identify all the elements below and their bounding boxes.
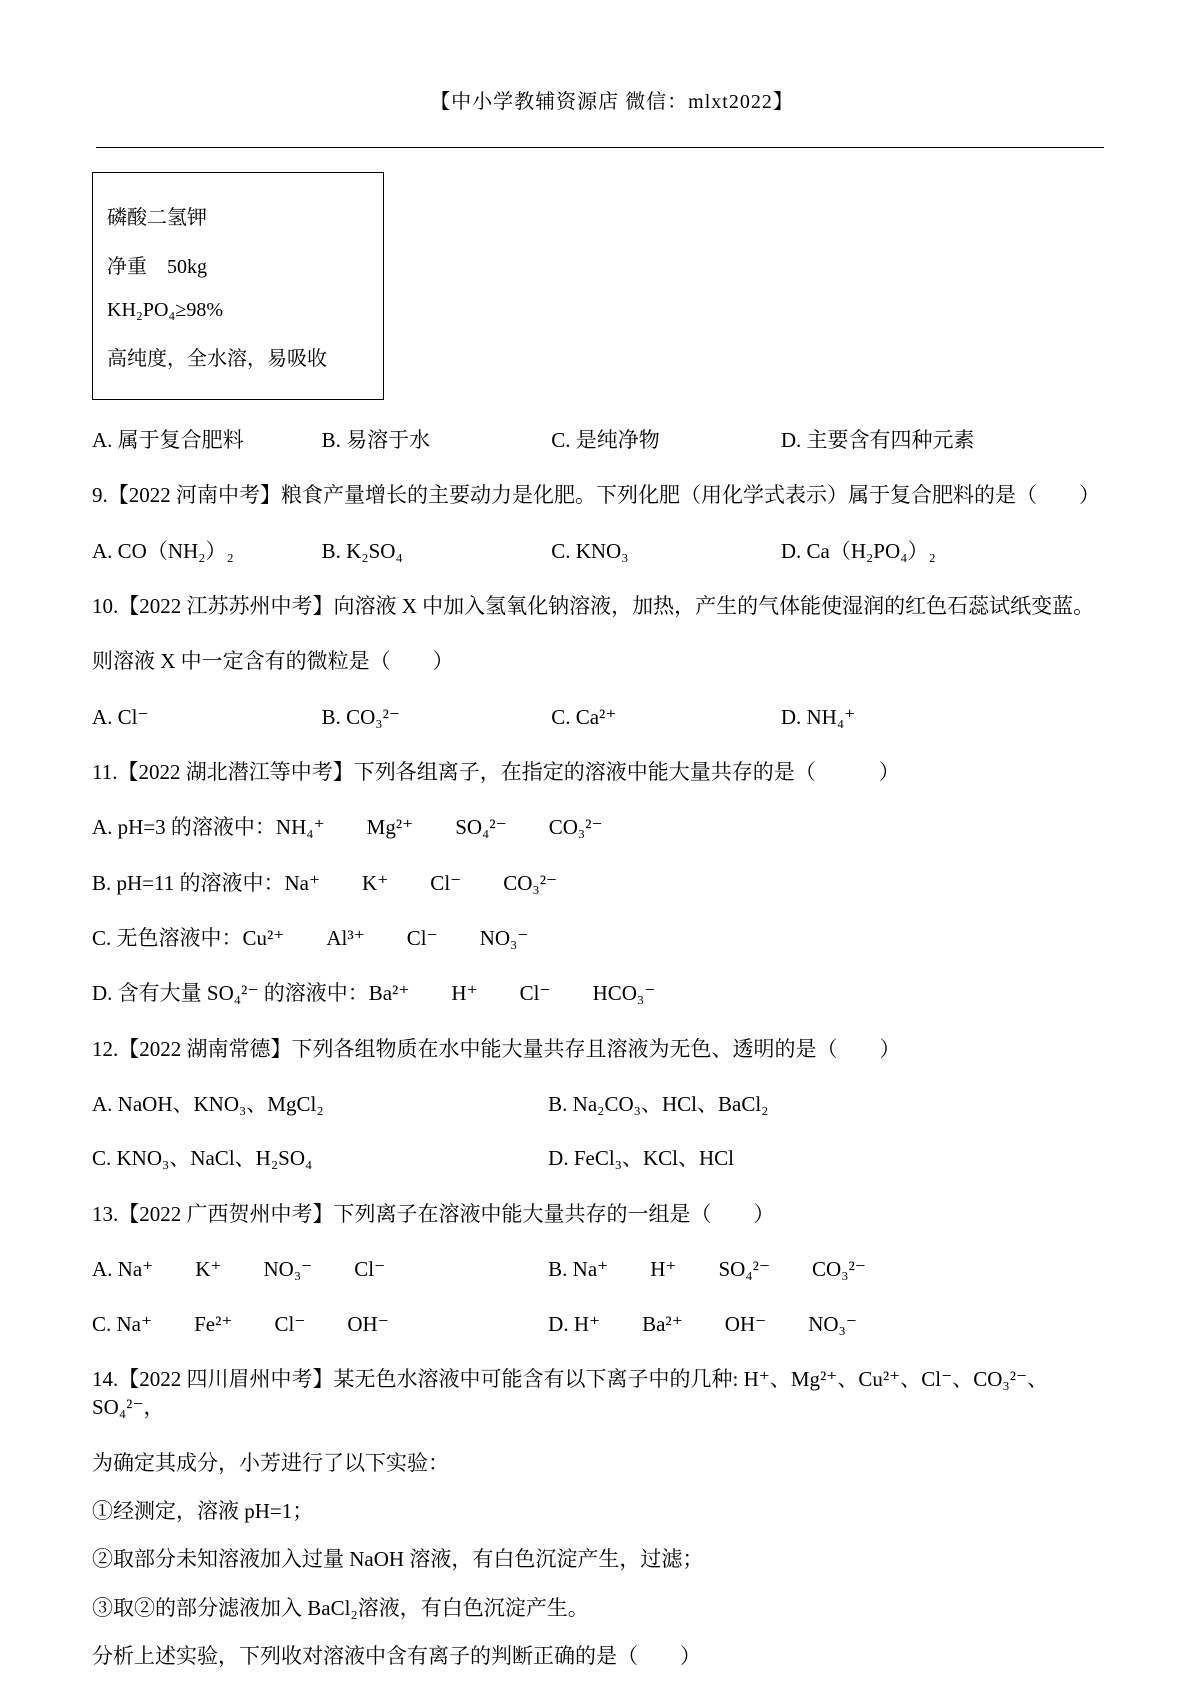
fertilizer-name: 磷酸二氢钾 (107, 207, 207, 229)
header-shop-label: 【中小学教辅资源店 微信：mlxt2022】 (430, 91, 794, 113)
q14-step-2: ②取部分未知溶液加入过量 NaOH 溶液，有白色沉淀产生，过滤； (92, 1547, 704, 1572)
q9-option-b: B. K₂SO₄ (321, 538, 403, 563)
page-header (96, 62, 1104, 148)
fertilizer-formula-purity: KH₂PO₄≥98% (107, 299, 224, 321)
fertilizer-description: 高纯度，全水溶，易吸收 (107, 348, 327, 370)
q13-option-a: A. Na⁺ K⁺ NO₃⁻ Cl⁻ (92, 1257, 386, 1282)
q13-option-c: C. Na⁺ Fe²⁺ Cl⁻ OH⁻ (92, 1311, 389, 1336)
fertilizer-net-weight: 净重 50kg (107, 256, 207, 278)
q14-footer: 分析上述实验，下列收对溶液中含有离子的判断正确的是（ ） (92, 1643, 701, 1668)
q13-option-b: B. Na⁺ H⁺ SO₄²⁻ CO₃²⁻ (548, 1257, 866, 1282)
q12-option-a: A. NaOH、KNO₃、MgCl₂ (92, 1092, 324, 1117)
q14-step-3: ③取②的部分滤液加入 BaCl₂溶液，有白色沉淀产生。 (92, 1595, 589, 1620)
question-12-options-row1 (92, 1090, 1108, 1118)
q8-option-d: D. 主要含有四种元素 (780, 428, 975, 452)
question-10-options (92, 703, 1108, 731)
q14-step-1: ①经测定，溶液 pH=1； (92, 1498, 314, 1523)
question-11-stem: 11.【2022 湖北潜江等中考】下列各组离子，在指定的溶液中能大量共存的是（ ） (92, 760, 900, 785)
fertilizer-label-box (92, 172, 384, 400)
q12-option-d: D. FeCl₃、KCl、HCl (548, 1146, 735, 1171)
q11-option-d: D. 含有大量 SO₄²⁻ 的溶液中：Ba²⁺ H⁺ Cl⁻ HCO₃⁻ (92, 981, 656, 1006)
q9-option-c: C. KNO₃ (551, 538, 629, 563)
q11-option-c: C. 无色溶液中：Cu²⁺ Al³⁺ Cl⁻ NO₃⁻ (92, 926, 529, 951)
q11-option-a: A. pH=3 的溶液中：NH₄⁺ Mg²⁺ SO₄²⁻ CO₃²⁻ (92, 815, 603, 840)
q10-option-d: D. NH₄⁺ (780, 704, 856, 729)
question-9-options (92, 537, 1108, 565)
q12-option-b: B. Na₂CO₃、HCl、BaCl₂ (548, 1092, 769, 1117)
q8-option-b: B. 易溶于水 (321, 428, 431, 452)
question-12-options-row2 (92, 1144, 1108, 1172)
question-10-stem-line1: 10.【2022 江苏苏州中考】向溶液 X 中加入氢氧化钠溶液，加热，产生的气体能使湿润的红色石蕊试纸变蓝。 (92, 594, 1095, 619)
question-10-stem-line2: 则溶液 X 中一定含有的微粒是（ ） (92, 649, 454, 674)
q11-option-b: B. pH=11 的溶液中：Na⁺ K⁺ Cl⁻ CO₃²⁻ (92, 870, 558, 895)
q10-option-a: A. Cl⁻ (92, 704, 149, 729)
question-12-stem: 12.【2022 湖南常德】下列各组物质在水中能大量共存且溶液为无色、透明的是（ ） (92, 1036, 901, 1061)
question-13-options-row2 (92, 1310, 1108, 1338)
question-14-stem-line1: 14.【2022 四川眉州中考】某无色水溶液中可能含有以下离子中的几种: H⁺、Mg²⁺、Cu²⁺、Cl⁻、CO₃²⁻、SO₄²⁻， (92, 1366, 1049, 1420)
q8-option-a: A. 属于复合肥料 (92, 428, 244, 452)
q12-option-c: C. KNO₃、NaCl、H₂SO₄ (92, 1146, 313, 1171)
q13-option-d: D. H⁺ Ba²⁺ OH⁻ NO₃⁻ (548, 1311, 857, 1336)
question-13-stem: 13.【2022 广西贺州中考】下列离子在溶液中能大量共存的一组是（ ） (92, 1201, 775, 1226)
question-9-stem: 9.【2022 河南中考】粮食产量增长的主要动力是化肥。下列化肥（用化学式表示）属于复合肥料的是（ ） (92, 483, 1100, 508)
q9-option-d: D. Ca（H₂PO₄）₂ (780, 538, 936, 563)
q10-option-b: B. CO₃²⁻ (321, 704, 400, 729)
q8-option-c: C. 是纯净物 (551, 428, 660, 452)
question-8-options (92, 426, 1108, 454)
q10-option-c: C. Ca²⁺ (551, 704, 617, 729)
question-13-options-row1 (92, 1255, 1108, 1283)
q9-option-a: A. CO（NH₂）₂ (92, 538, 234, 563)
question-14-stem-line2: 为确定其成分，小芳进行了以下实验： (92, 1450, 449, 1475)
